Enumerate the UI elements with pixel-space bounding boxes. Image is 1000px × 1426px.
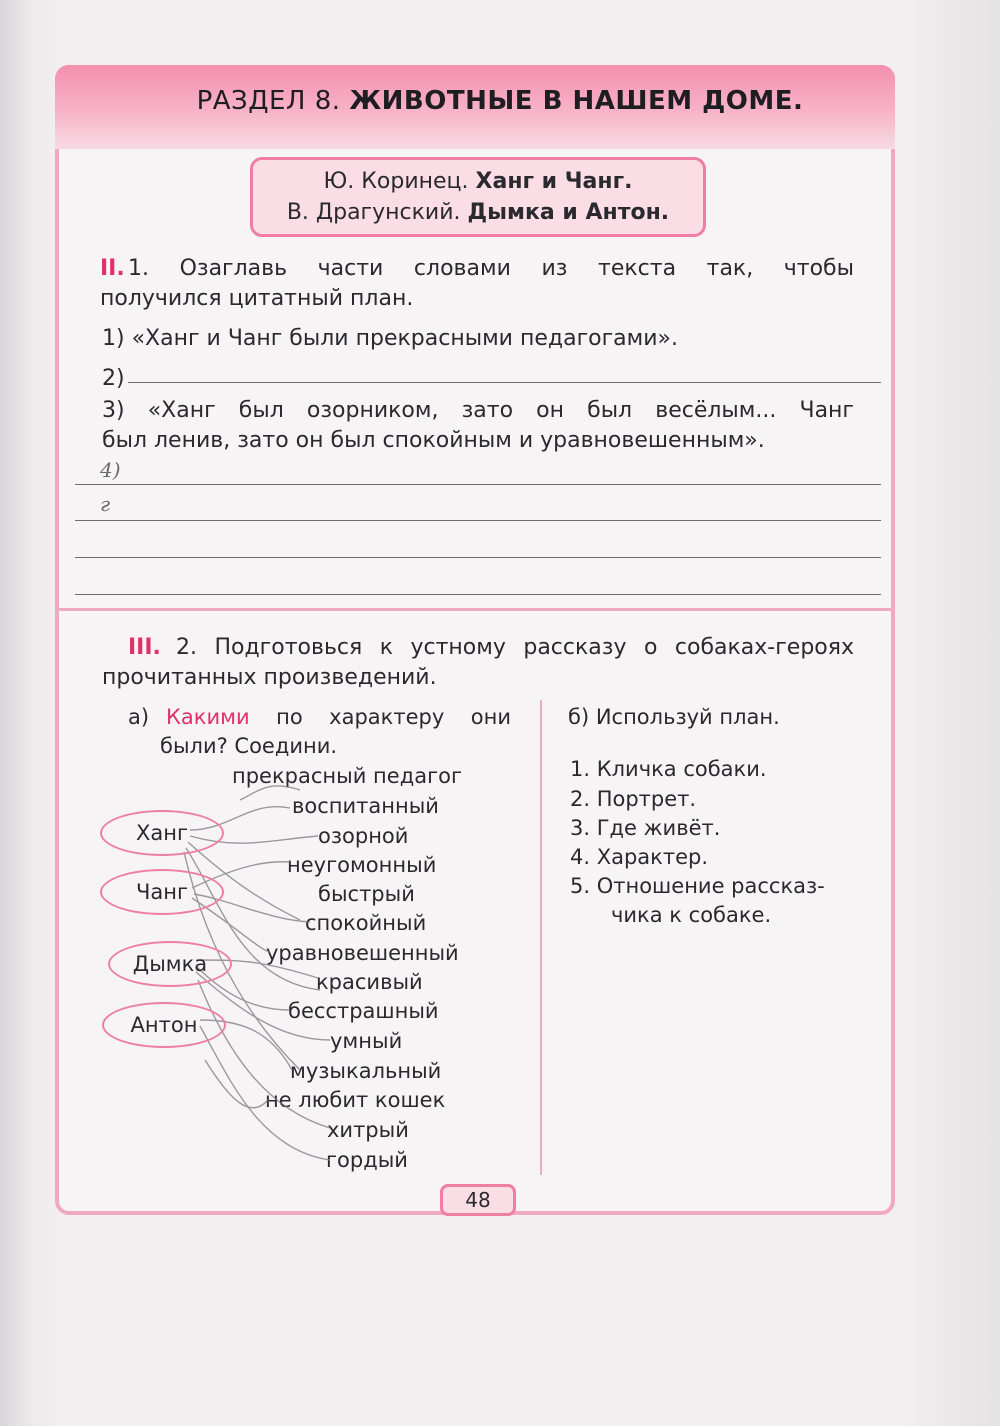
section-prefix: РАЗДЕЛ 8.: [196, 86, 341, 116]
work-author: В. Драгунский.: [286, 200, 461, 225]
trait-item[interactable]: прекрасный педагог: [232, 764, 462, 788]
trait-item[interactable]: гордый: [326, 1148, 408, 1172]
handwritten-5: г: [100, 492, 111, 516]
task2-line2: прочитанных произведений.: [102, 665, 437, 690]
task1-line2: получился цитатный план.: [100, 286, 414, 311]
dog-name: Дымка: [132, 952, 208, 976]
dog-oval-hang[interactable]: [100, 810, 224, 856]
section-name: ЖИВОТНЫЕ В НАШЕМ ДОМЕ.: [349, 86, 804, 116]
work-author: Ю. Коринец.: [323, 169, 469, 194]
plan-item-3b: был ленив, зато он был спокойным и уравновешенным».: [102, 428, 765, 453]
trait-item[interactable]: не любит кошек: [265, 1088, 446, 1112]
dog-oval-dymka[interactable]: [108, 941, 232, 987]
pencil-line: [200, 1026, 330, 1160]
plan-item-3a: 3) «Ханг был озорником, зато он был весёлым... Чанг: [102, 398, 854, 423]
plan-item-2-label: 2): [102, 366, 125, 391]
trait-item[interactable]: бесстрашный: [288, 999, 439, 1023]
plan-step: 3. Где живёт.: [570, 816, 721, 840]
plan-step: 2. Портрет.: [570, 787, 697, 811]
trait-item[interactable]: красивый: [316, 970, 423, 994]
dog-name: Ханг: [135, 821, 189, 845]
trait-item[interactable]: неугомонный: [287, 853, 437, 877]
part-a-rest: по характеру они: [276, 705, 511, 729]
pencil-line: [198, 980, 330, 1128]
dog-name: Чанг: [135, 880, 189, 904]
work-title: Ханг и Чанг.: [475, 169, 633, 194]
handwritten-4: 4): [100, 458, 121, 482]
plan-item-1: 1) «Ханг и Чанг были прекрасными педагогами».: [102, 326, 678, 351]
trait-item[interactable]: уравновешенный: [266, 941, 459, 965]
trait-item[interactable]: хитрый: [327, 1118, 409, 1142]
plan-step: 1. Кличка собаки.: [570, 757, 767, 781]
trait-item[interactable]: музыкальный: [290, 1059, 442, 1083]
task2-number: III.: [128, 635, 161, 660]
plan-step: 5. Отношение рассказ-: [570, 874, 825, 898]
plan-step: чика к собаке.: [611, 903, 772, 927]
part-b-label: б) Используй план.: [568, 705, 780, 729]
page-number: 48: [440, 1184, 516, 1216]
trait-item[interactable]: умный: [330, 1029, 403, 1053]
part-a-line2: были? Соедини.: [160, 734, 338, 758]
part-a-highlight: Какими: [166, 705, 250, 729]
work-title: Дымка и Антон.: [467, 200, 670, 225]
dog-oval-anton[interactable]: [102, 1002, 226, 1048]
plan-step: 4. Характер.: [570, 845, 709, 869]
dog-name: Антон: [130, 1013, 198, 1037]
task2-line1: 2. Подготовься к устному рассказу о собаках-героях: [176, 635, 854, 660]
task1-number: II.: [100, 256, 125, 281]
trait-item[interactable]: быстрый: [318, 882, 415, 906]
pencil-line: [205, 1060, 268, 1108]
dog-oval-chang[interactable]: [100, 869, 224, 915]
trait-item[interactable]: спокойный: [305, 911, 427, 935]
trait-item[interactable]: озорной: [318, 824, 409, 848]
trait-item[interactable]: воспитанный: [292, 794, 439, 818]
pencil-line: [240, 786, 300, 800]
part-a-label: а): [128, 705, 150, 729]
task1-text: 1. Озаглавь части словами из текста так, чтобы: [128, 256, 854, 281]
